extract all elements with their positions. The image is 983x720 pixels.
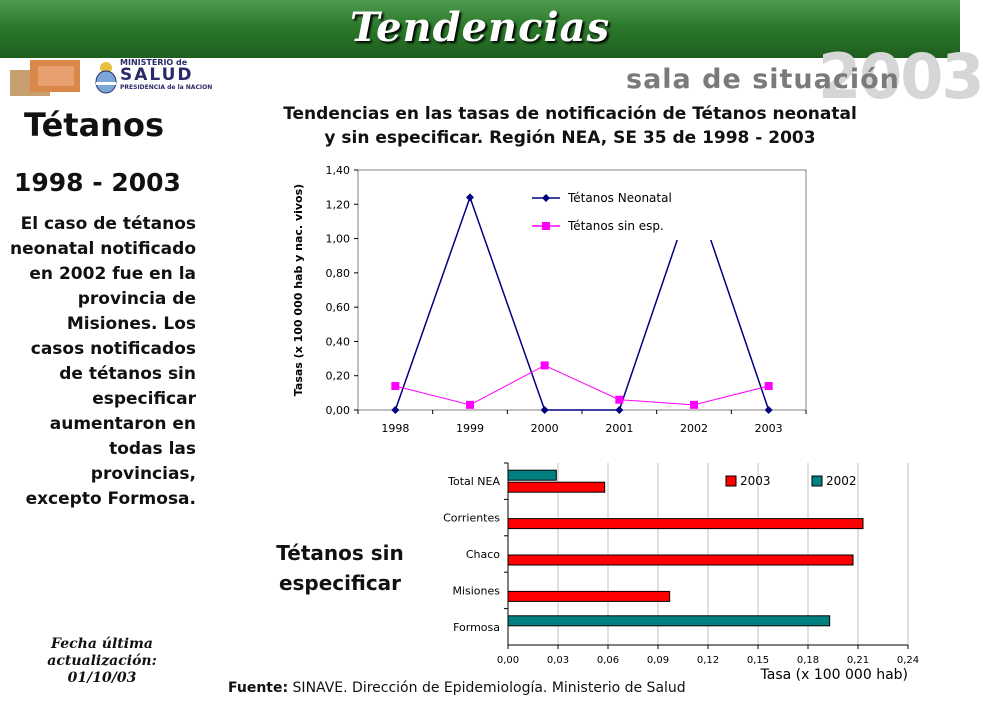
data-point <box>466 401 474 409</box>
bar-2003 <box>508 519 863 529</box>
x-tick-label: 0,03 <box>546 655 570 666</box>
category-label: Corrientes <box>443 511 500 525</box>
data-point <box>541 361 549 369</box>
x-tick-label: 2002 <box>680 422 708 435</box>
y-tick-label: 0,80 <box>325 266 350 280</box>
data-point <box>391 382 399 390</box>
bar-2003 <box>508 591 670 601</box>
legend-swatch <box>812 476 822 486</box>
logo-block-icon <box>10 58 82 98</box>
coat-of-arms-icon <box>94 60 118 94</box>
x-tick-label: 2000 <box>530 422 559 435</box>
source-label: Fuente: <box>228 680 289 696</box>
legend-swatch <box>726 476 736 486</box>
x-tick-label: 0,00 <box>496 655 520 666</box>
x-tick-label: 1999 <box>456 422 484 435</box>
data-point <box>615 396 623 404</box>
period-label: 1998 - 2003 <box>14 168 181 197</box>
update-date: 01/10/03 <box>67 670 137 686</box>
y-axis-label: Tasas (x 100 000 hab y nac. vivos) <box>292 183 305 397</box>
y-tick-label: 0,60 <box>325 301 350 315</box>
x-tick-label: 0,24 <box>896 655 920 666</box>
legend-label: Tétanos Neonatal <box>568 191 672 205</box>
chart-title <box>190 102 950 150</box>
line-chart <box>270 158 830 440</box>
x-tick-label: 2003 <box>754 422 783 435</box>
ministry-name: SALUD <box>120 65 194 85</box>
x-tick-label: 0,09 <box>646 655 670 666</box>
update-note <box>22 636 182 687</box>
update-label: Fecha última actualización: <box>47 636 157 669</box>
bar-2002 <box>508 616 830 626</box>
x-tick-label: 0,06 <box>596 655 620 666</box>
situation-label: sala de situación <box>626 64 900 95</box>
header-title: Tendencias <box>349 4 611 51</box>
x-tick-label: 0,15 <box>746 655 770 666</box>
x-tick-label: 0,18 <box>796 655 820 666</box>
legend-label: 2003 <box>740 474 771 488</box>
data-point <box>690 401 698 409</box>
category-label: Misiones <box>452 584 500 598</box>
y-tick-label: 1,00 <box>325 232 350 246</box>
legend-marker <box>542 222 550 230</box>
ministry-line3: PRESIDENCIA de la NACION <box>120 84 213 91</box>
category-label: Total NEA <box>448 475 500 489</box>
bar-chart-label-line1: Tétanos sin <box>276 541 404 565</box>
description-text: El caso de tétanos neonatal notificado en 2002 fue en la provincia de Misiones. Los casos notificados de tétanos sin especificar aumentaron en todas las provincias, excepto Formosa. <box>10 214 196 509</box>
chart-title-line1: Tendencias en las tasas de notificación de Tétanos neonatal <box>283 104 857 124</box>
y-tick-label: 1,20 <box>325 198 350 212</box>
y-tick-label: 1,40 <box>325 164 350 177</box>
y-tick-label: 0,00 <box>325 404 350 417</box>
bar-chart-label-line2: especificar <box>278 571 402 595</box>
y-tick-label: 0,20 <box>325 369 350 383</box>
x-axis-label: Tasa (x 100 000 hab) <box>760 667 908 683</box>
category-label: Chaco <box>465 548 500 561</box>
page-title: Tétanos <box>24 106 164 144</box>
ministry-line1: MINISTERIO de <box>120 58 188 67</box>
x-tick-label: 0,21 <box>846 655 870 666</box>
source-text: SINAVE. Dirección de Epidemiología. Ministerio de Salud <box>292 680 686 696</box>
x-tick-label: 1998 <box>381 422 410 435</box>
bar-2003 <box>508 482 605 492</box>
year-watermark: 2003 <box>818 40 983 113</box>
legend-label: 2002 <box>826 474 857 488</box>
category-label: Formosa <box>453 620 500 634</box>
y-tick-label: 0,40 <box>325 335 350 349</box>
x-tick-label: 0,12 <box>696 655 720 666</box>
bar-chart-label <box>250 538 430 598</box>
legend-label: Tétanos sin esp. <box>568 219 664 233</box>
bar-2002 <box>508 470 556 480</box>
x-tick-label: 2001 <box>605 422 634 435</box>
data-point <box>765 382 773 390</box>
bar-2003 <box>508 555 853 565</box>
bar-chart <box>420 455 920 695</box>
chart-title-line2: y sin especificar. Región NEA, SE 35 de 1998 - 2003 <box>324 128 816 148</box>
